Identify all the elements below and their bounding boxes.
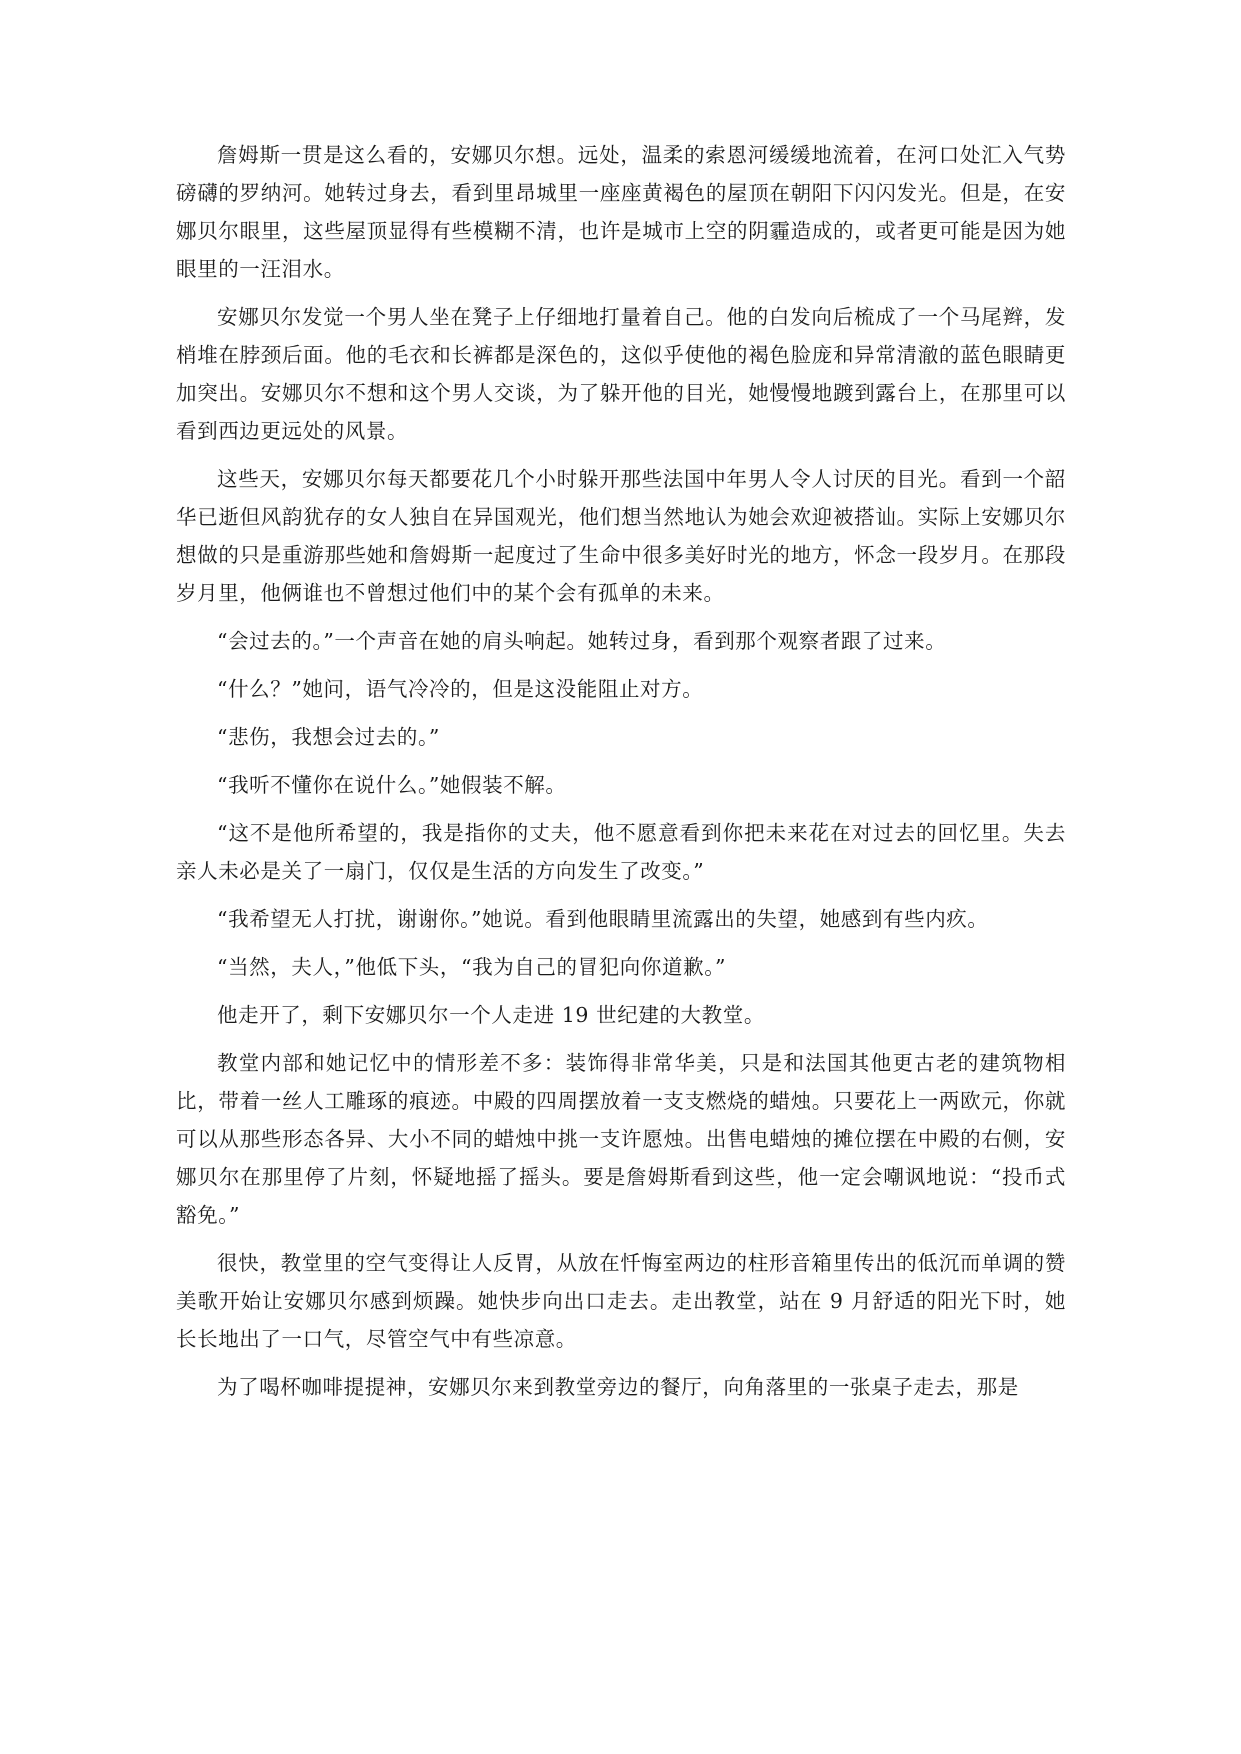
- paragraph: 这些天，安娜贝尔每天都要花几个小时躲开那些法国中年男人令人讨厌的目光。看到一个韶华已逝但风韵犹存的女人独自在异国观光，他们想当然地认为她会欢迎被搭讪。实际上安娜贝尔想做的只是重游那些她和詹姆斯一起度过了生命中很多美好时光的地方，怀念一段岁月。在那段岁月里，他俩谁也不曾想过他们中的某个会有孤单的未来。: [176, 467, 1066, 605]
- paragraph: “我希望无人打扰，谢谢你。”她说。看到他眼睛里流露出的失望，她感到有些内疚。: [217, 907, 989, 931]
- paragraph: “当然，夫人，”他低下头，“我为自己的冒犯向你道歉。”: [217, 955, 727, 979]
- paragraph: “我听不懂你在说什么。”她假装不解。: [217, 773, 567, 797]
- paragraph: “这不是他所希望的，我是指你的丈夫，他不愿意看到你把未来花在对过去的回忆里。失去亲人未必是关了一扇门，仅仅是生活的方向发生了改变。”: [176, 821, 1066, 883]
- paragraph: 他走开了，剩下安娜贝尔一个人走进 19 世纪建的大教堂。: [217, 1003, 765, 1027]
- paragraph: 为了喝杯咖啡提提神，安娜贝尔来到教堂旁边的餐厅，向角落里的一张桌子走去，那是: [217, 1375, 1019, 1399]
- paragraph: “什么？”她问，语气冷冷的，但是这没能阻止对方。: [217, 677, 704, 701]
- paragraph: 安娜贝尔发觉一个男人坐在凳子上仔细地打量着自己。他的白发向后梳成了一个马尾辫，发梢堆在脖颈后面。他的毛衣和长裤都是深色的，这似乎使他的褐色脸庞和异常清澈的蓝色眼睛更加突出。安娜贝尔不想和这个男人交谈，为了躲开他的目光，她慢慢地踱到露台上，在那里可以看到西边更远处的风景。: [176, 305, 1066, 443]
- paragraph: 教堂内部和她记忆中的情形差不多：装饰得非常华美，只是和法国其他更古老的建筑物相比，带着一丝人工雕琢的痕迹。中殿的四周摆放着一支支燃烧的蜡烛。只要花上一两欧元，你就可以从那些形态各异、大小不同的蜡烛中挑一支许愿烛。出售电蜡烛的摊位摆在中殿的右侧，安娜贝尔在那里停了片刻，怀疑地摇了摇头。要是詹姆斯看到这些，他一定会嘲讽地说：“投币式豁免。”: [176, 1051, 1066, 1227]
- document-body: [176, 136, 1066, 1416]
- paragraph: “悲伤，我想会过去的。”: [217, 725, 440, 749]
- paragraph: 詹姆斯一贯是这么看的，安娜贝尔想。远处，温柔的索恩河缓缓地流着，在河口处汇入气势磅礴的罗纳河。她转过身去，看到里昂城里一座座黄褐色的屋顶在朝阳下闪闪发光。但是，在安娜贝尔眼里，这些屋顶显得有些模糊不清，也许是城市上空的阴霾造成的，或者更可能是因为她眼里的一汪泪水。: [176, 143, 1066, 281]
- paragraph: “会过去的。”一个声音在她的肩头响起。她转过身，看到那个观察者跟了过来。: [217, 629, 947, 653]
- paragraph: 很快，教堂里的空气变得让人反胃，从放在忏悔室两边的柱形音箱里传出的低沉而单调的赞美歌开始让安娜贝尔感到烦躁。她快步向出口走去。走出教堂，站在 9 月舒适的阳光下时，她长长地出了一口气，尽管空气中有些凉意。: [176, 1251, 1066, 1351]
